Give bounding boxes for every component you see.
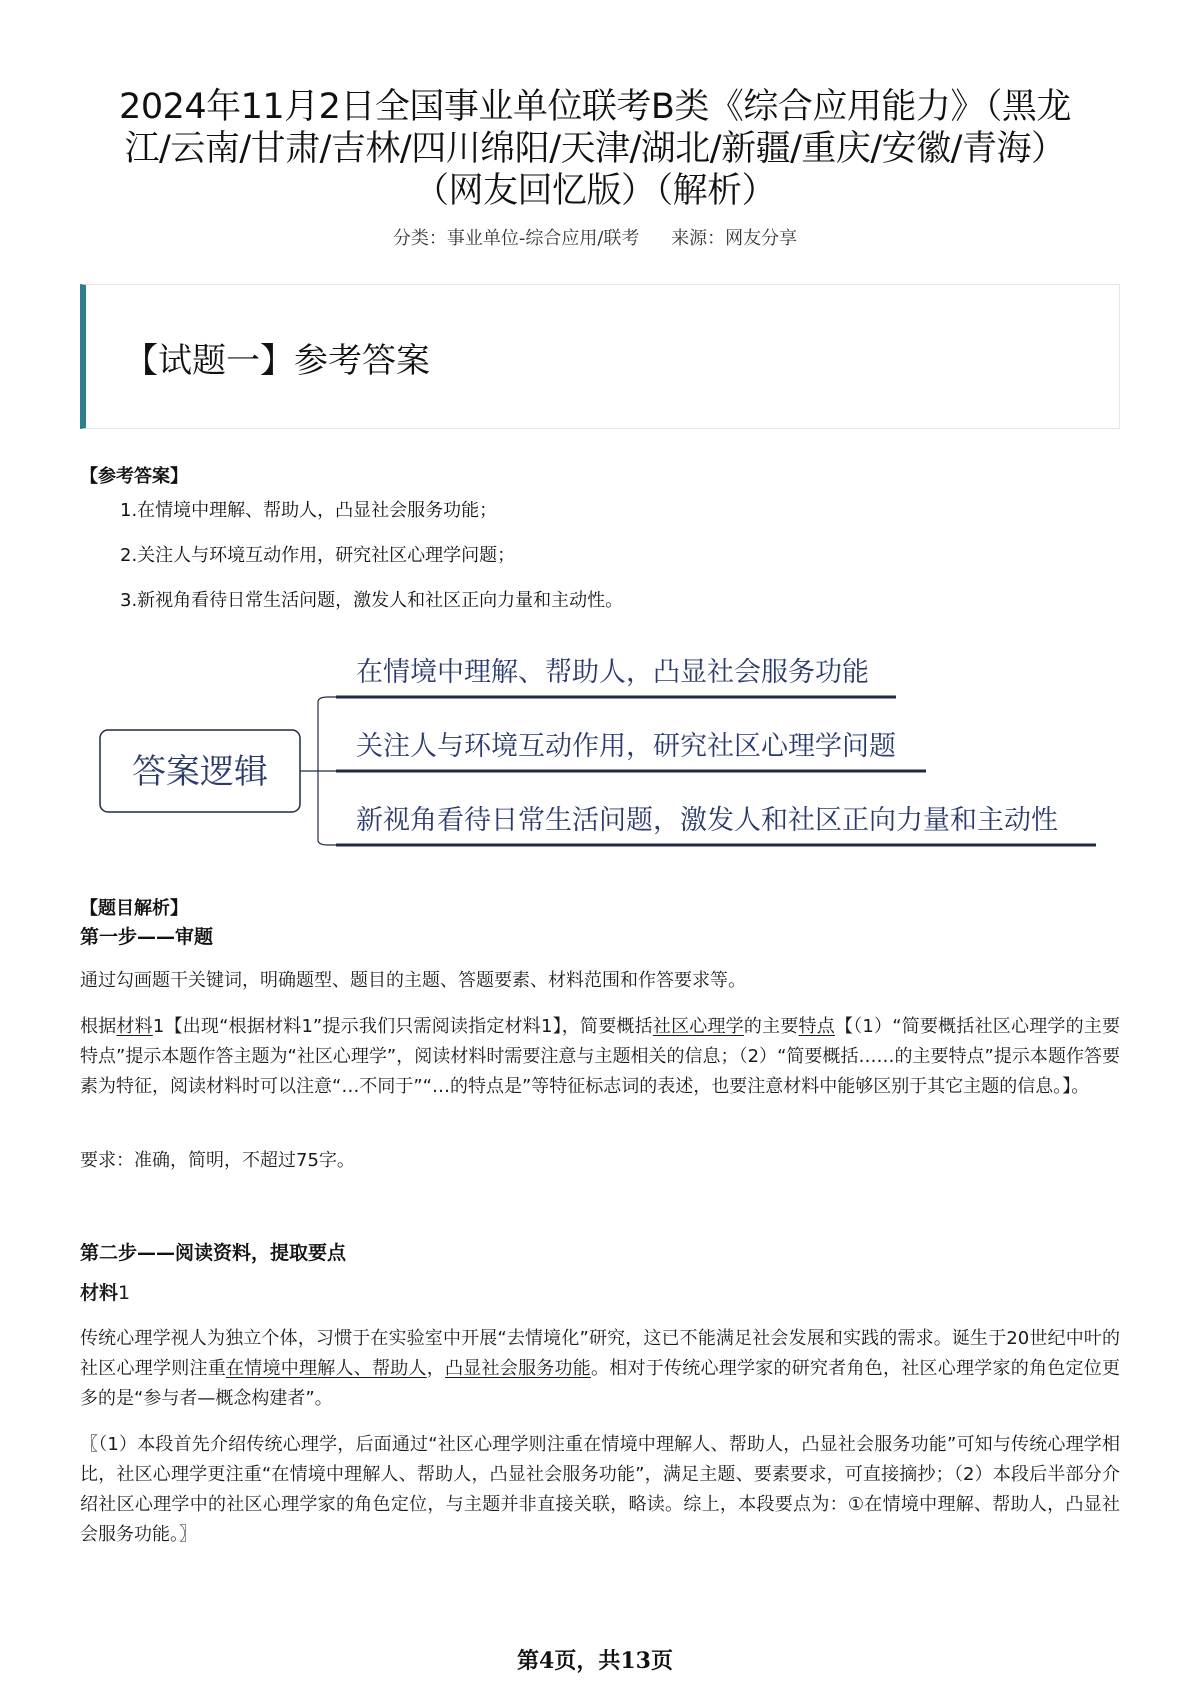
page-footer: 第4页，共13页 — [517, 1648, 673, 1674]
title-line-2: 江/云南/甘肃/吉林/四川绵阳/天津/湖北/新疆/重庆/安徽/青海） — [124, 129, 1066, 169]
step-1-heading: 第一步——审题 — [80, 926, 214, 948]
section-heading: 【试题一】参考答案 — [124, 341, 430, 381]
mindmap-branch-1: 在情境中理解、帮助人，凸显社会服务功能 — [356, 657, 869, 688]
step-1-text: 通过勾画题干关键词，明确题型、题目的主题、答题要素、材料范围和作答要求等。 — [80, 970, 746, 991]
text-run: 传统心理学视人为独立个体，习惯于在实验室中开展“去情境化”研究，这已不能满足社会发展和实践的需求。诞生于20世纪中叶的社区心理学则注重 — [80, 1328, 1120, 1379]
answer-item-1: 1.在情境中理解、帮助人，凸显社会服务功能； — [120, 500, 498, 521]
material-1-analysis: 〖（1）本段首先介绍传统心理学，后面通过“社区心理学则注重在情境中理解人、帮助人，凸显社会服务功能”可知与传统心理学相比，社区心理学更注重“在情境中理解人、帮助人，凸显社会服务功能”，满足主题、要素要求，可直接摘抄；（2）本段后半部分介绍社区心理学中的社区心理学家的角色定位，与主题并非直接关联，略读。综上，本段要点为：①在情境中理解、帮助人，凸显社会服务功能。〗 — [80, 1434, 1120, 1545]
text-run: 1【出现“根据材料1”提示我们只需阅读指定材料1】，简要概括 — [152, 1016, 653, 1037]
text-run: 【（1）“简要概括社区心理学的主要特点”提示本题作答主题为“社区心理学”，阅读材料时需要注意与主题相关的信息；（2）“简要概括……的主要特点”提示本题作答要素为特征，阅读材料时可以注意“…不同于”“…的特点是”等特征标志词的表述，也要注意材料中能够区别于其它主题的信息。】。 — [80, 1016, 1121, 1097]
text-run: 根据 — [80, 1016, 117, 1037]
underlined-keyword: 社区心理学 — [652, 1016, 744, 1037]
mindmap-root-label: 答案逻辑 — [132, 752, 268, 792]
mindmap-branch-2: 关注人与环境互动作用，研究社区心理学问题 — [356, 731, 896, 762]
underlined-key-point: 在情境中理解人、帮助人 — [226, 1358, 427, 1379]
section-heading-box — [80, 284, 1120, 429]
answer-label: 【参考答案】 — [80, 466, 188, 487]
material-number: 1 — [118, 1282, 131, 1304]
material-label: 材料 — [80, 1282, 119, 1304]
underlined-key-point: 凸显社会服务功能 — [445, 1358, 591, 1379]
answer-item-2: 2.关注人与环境互动作用，研究社区心理学问题； — [120, 545, 516, 566]
underlined-keyword: 材料 — [116, 1016, 153, 1037]
document-title — [90, 86, 1100, 212]
title-line-1: 2024年11月2日全国事业单位联考B类《综合应用能力》（黑龙 — [119, 87, 1071, 127]
mindmap-branch-3: 新视角看待日常生活问题，激发人和社区正向力量和主动性 — [356, 805, 1058, 836]
document-meta — [0, 224, 1190, 250]
step-2-heading: 第二步——阅读资料，提取要点 — [80, 1242, 347, 1264]
requirement-text: 要求：准确，简明，不超过75字。 — [80, 1150, 355, 1171]
text-run: 的主要 — [743, 1016, 799, 1037]
text-run: 。相对于传统心理学家的研究者角色，社区心理学家的角色定位更多的是“参与者—概念构建者”。 — [80, 1358, 1120, 1409]
material-heading — [80, 1278, 1120, 1308]
source-label: 来源：网友分享 — [671, 228, 798, 249]
text-run: ， — [426, 1358, 445, 1379]
title-line-3: （网友回忆版）（解析） — [413, 171, 776, 211]
answer-item-3: 3.新视角看待日常生活问题，激发人和社区正向力量和主动性。 — [120, 590, 624, 611]
answer-logic-mindmap — [96, 640, 1116, 860]
category-label: 分类：事业单位-综合应用/联考 — [392, 228, 640, 249]
analysis-label: 【题目解析】 — [80, 898, 188, 919]
question-analysis-paragraph — [80, 1012, 1120, 1102]
material-1-paragraph — [80, 1324, 1120, 1414]
underlined-keyword: 特点 — [798, 1016, 835, 1037]
